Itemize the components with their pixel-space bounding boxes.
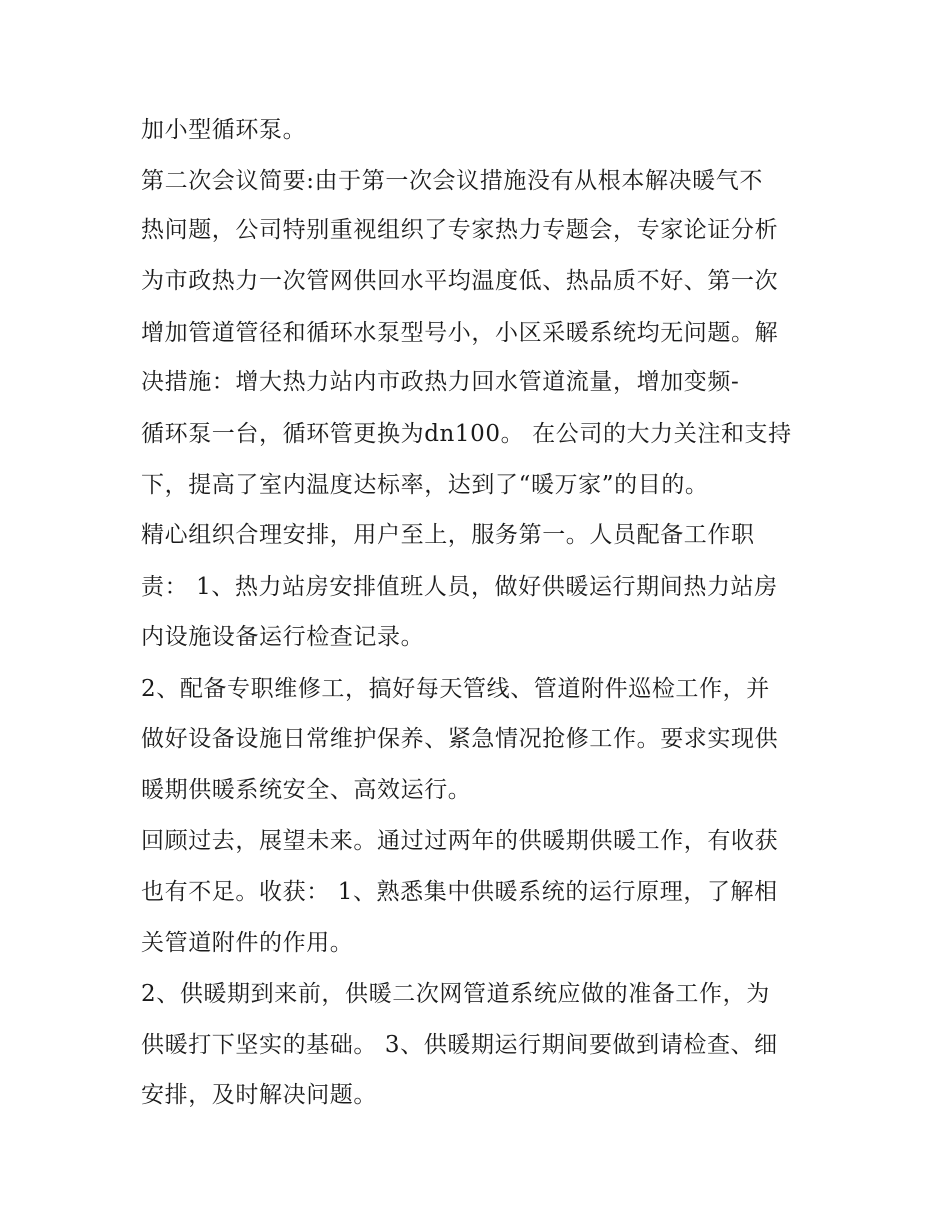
text-line: 增加管道管径和循环水泵型号小，小区采暖系统均无问题。解 (141, 320, 779, 346)
text-line: 第二次会议简要:由于第一次会议措施没有从根本解决暖气不 (141, 168, 763, 194)
text-line: 为市政热力一次管网供回水平均温度低、热品质不好、第一次 (141, 268, 779, 294)
text-line: 供暖打下坚实的基础。 3、供暖期运行期间要做到请检查、细 (141, 1032, 778, 1058)
text-line: 热问题，公司特别重视组织了专家热力专题会，专家论证分析 (141, 217, 779, 243)
text-line: 2、供暖期到来前，供暖二次网管道系统应做的准备工作，为 (141, 981, 770, 1007)
text-line: 安排，及时解决问题。 (141, 1082, 377, 1108)
text-line: 下，提高了室内温度达标率，达到了“暖万家”的目的。 (141, 472, 709, 498)
text-line: 加小型循环泵。 (141, 117, 307, 143)
text-line: 做好设备设施日常维护保养、紧急情况抢修工作。要求实现供 (141, 726, 779, 752)
text-line: 2、配备专职维修工，搞好每天管线、管道附件巡检工作，并 (141, 676, 770, 702)
text-line: 精心组织合理安排，用户至上，服务第一。人员配备工作职 (141, 522, 755, 548)
text-line: 关管道附件的作用。 (141, 930, 354, 956)
text-line: 内设施设备运行检查记录。 (141, 624, 425, 650)
text-line: 循环泵一台，循环管更换为dn100。 在公司的大力关注和支持 (141, 421, 792, 447)
text-line: 也有不足。收获： 1、熟悉集中供暖系统的运行原理，了解相 (141, 879, 778, 905)
text-line: 回顾过去，展望未来。通过过两年的供暖期供暖工作，有收获 (141, 828, 779, 854)
text-line: 责： 1、热力站房安排值班人员，做好供暖运行期间热力站房 (141, 574, 778, 600)
text-line: 暖期供暖系统安全、高效运行。 (141, 777, 472, 803)
text-line: 决措施：增大热力站内市政热力回水管道流量，增加变频- (141, 369, 740, 395)
